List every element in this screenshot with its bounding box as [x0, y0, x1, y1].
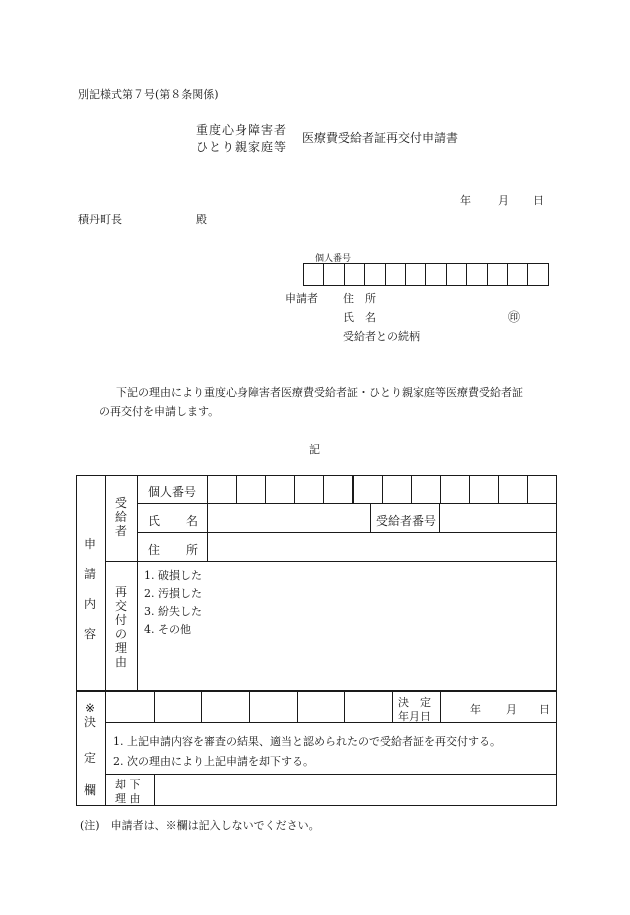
- body-text-line-2: の再交付を申請します。: [99, 405, 220, 418]
- rejection-label-b: 理 由: [115, 792, 141, 805]
- recipient-number-label: 受給者番号: [376, 514, 437, 528]
- form-number: 別記様式第７号(第８条関係): [78, 88, 219, 101]
- col-line-1: [105, 475, 106, 806]
- mynumber-box[interactable]: [364, 263, 385, 286]
- name-label-b: 名: [186, 514, 199, 528]
- mynumber-box[interactable]: [507, 263, 528, 286]
- mynumber-cell[interactable]: [527, 475, 557, 504]
- section-divider: [76, 690, 557, 692]
- seal-mark: ㊞: [508, 310, 521, 324]
- reason-item-4[interactable]: 4. その他: [144, 623, 191, 636]
- recipient-group-label: 受 給 者: [115, 496, 128, 538]
- mynumber-box[interactable]: [446, 263, 467, 286]
- applicant-label: 申請者: [285, 292, 318, 305]
- mynumber-cell[interactable]: [498, 475, 528, 504]
- mynumber-cell[interactable]: [323, 475, 353, 504]
- decision-date-label-a: 決 定: [398, 696, 431, 709]
- addressee-name: 積丹町長: [78, 213, 122, 226]
- mynumber-cell[interactable]: [382, 475, 412, 504]
- name-label-a: 氏: [148, 514, 161, 528]
- decision-year-label: 年: [470, 703, 481, 716]
- applicant-address-label: 住 所: [343, 292, 376, 305]
- mynumber-cell[interactable]: [411, 475, 441, 504]
- mynumber-box[interactable]: [323, 263, 344, 286]
- date-day-label: 日: [533, 194, 544, 207]
- recipient-name-field[interactable]: [208, 504, 369, 531]
- decision-day-label: 日: [539, 703, 550, 716]
- stamp-cell[interactable]: [297, 691, 298, 722]
- decision-date-label-b: 年月日: [398, 710, 431, 723]
- row-line-3: [105, 561, 557, 562]
- date-year-label: 年: [460, 194, 471, 207]
- decision-date-line-b: [440, 691, 441, 722]
- stamp-cell[interactable]: [249, 691, 250, 722]
- mynumber-cell[interactable]: [294, 475, 324, 504]
- addressee-honorific: 殿: [196, 213, 207, 226]
- mynumber-cell[interactable]: [207, 475, 237, 504]
- mynumber-cell[interactable]: [265, 475, 295, 504]
- mynumber-cell[interactable]: [353, 475, 383, 504]
- mynumber-box[interactable]: [466, 263, 487, 286]
- applicant-mynumber-label: 個人番号: [315, 254, 352, 264]
- decision-row-line-1: [105, 722, 557, 723]
- reason-item-2[interactable]: 2. 汚損した: [144, 587, 202, 600]
- mynumber-box[interactable]: [303, 263, 324, 286]
- title-line-1: 重度心身障害者: [196, 123, 288, 137]
- stamp-cell[interactable]: [344, 691, 345, 722]
- mynumber-box[interactable]: [425, 263, 446, 286]
- decision-item-2[interactable]: 2. 次の理由により上記申請を却下する。: [113, 755, 314, 768]
- recip-no-line-a: [370, 503, 371, 532]
- page-title: 医療費受給者証再交付申請書: [302, 131, 459, 145]
- date-month-label: 月: [498, 194, 509, 207]
- decision-month-label: 月: [506, 703, 517, 716]
- mynumber-label: 個人番号: [148, 485, 197, 499]
- recipient-address-field[interactable]: [208, 533, 556, 560]
- reason-item-1[interactable]: 1. 破損した: [144, 569, 202, 582]
- address-label-a: 住: [148, 543, 161, 557]
- decision-item-1[interactable]: 1. 上記申請内容を審査の結果、適当と認められたので受給者証を再交付する。: [113, 735, 501, 748]
- stamp-cell[interactable]: [154, 691, 155, 722]
- footnote: (注) 申請者は、※欄は記入しないでください。: [80, 819, 320, 832]
- col-line-2: [137, 475, 138, 691]
- rejection-reason-field[interactable]: [155, 775, 556, 805]
- reason-group-label: 再 交 付 の 理 由: [115, 585, 128, 669]
- recipient-number-field[interactable]: [440, 504, 556, 531]
- address-label-b: 所: [186, 543, 199, 557]
- decision-date-line-a: [392, 691, 393, 722]
- decision-section-label: ※ 決 定 欄: [84, 701, 97, 797]
- mynumber-cell[interactable]: [236, 475, 266, 504]
- rejection-label-a: 却 下: [115, 778, 141, 791]
- mynumber-box[interactable]: [385, 263, 406, 286]
- reason-item-3[interactable]: 3. 紛失した: [144, 605, 202, 618]
- mynumber-cell[interactable]: [440, 475, 470, 504]
- mynumber-box[interactable]: [527, 263, 548, 286]
- mynumber-box[interactable]: [344, 263, 365, 286]
- mynumber-cell[interactable]: [469, 475, 499, 504]
- mynumber-box[interactable]: [405, 263, 426, 286]
- stamp-cell[interactable]: [201, 691, 202, 722]
- applicant-relation-label: 受給者との続柄: [343, 330, 420, 343]
- mynumber-box[interactable]: [487, 263, 508, 286]
- body-text-line-1: 下記の理由により重度心身障害者医療費受給者証・ひとり親家庭等医療費受給者証: [116, 386, 523, 399]
- applicant-name-label: 氏 名: [343, 311, 376, 324]
- ki-heading: 記: [309, 443, 320, 456]
- section-application-label: 申 請 内 容: [84, 537, 97, 641]
- title-line-2: ひとり親家庭等: [196, 140, 288, 154]
